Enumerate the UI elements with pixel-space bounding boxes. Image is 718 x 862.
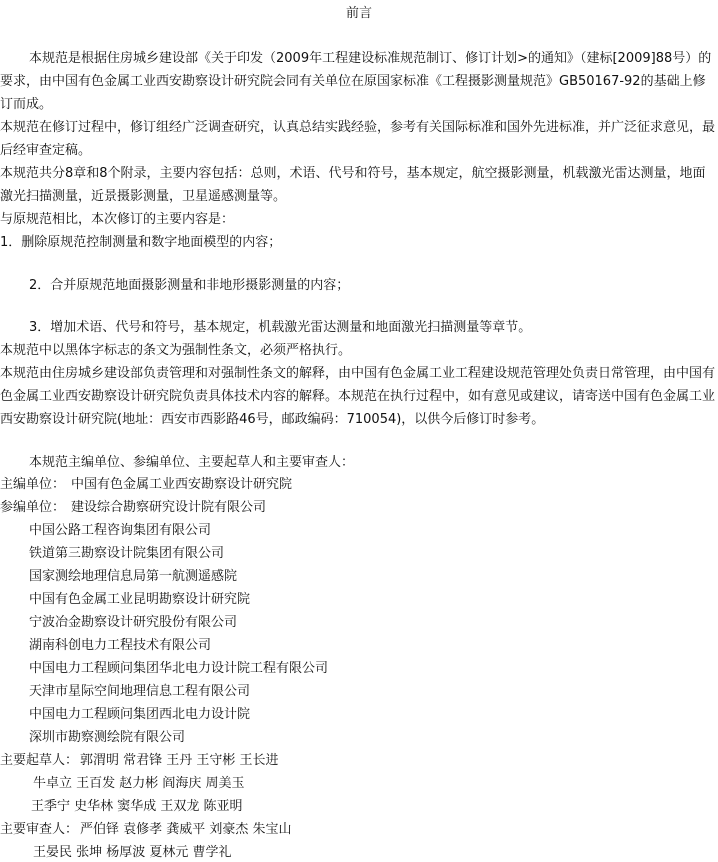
units-intro: 本规范主编单位、参编单位、主要起草人和主要审查人： <box>29 455 355 470</box>
reviewers-line <box>0 821 292 839</box>
participating-unit: 国家测绘地理信息局第一航测遥感院 <box>29 569 238 584</box>
intro-paragraph: 本规范是根据住房城乡建设部《关于印发（2009年工程建设标准规范制订、修订计划>的通知》（建标[2009]88号）的要求，由中国有色金属工业西安勘察设计研究院会同有关单位在原国家标准《工程摄影测量规范》GB50167-92的基础上修订而成。 <box>0 51 712 112</box>
participating-unit: 中国公路工程咨询集团有限公司 <box>29 523 212 538</box>
chief-unit-label: 主编单位： <box>0 477 66 492</box>
drafters-names: 牛卓立 王百发 赵力彬 阎海庆 周美玉 <box>33 776 245 791</box>
change-item-1: 1．删除原规范控制测量和数字地面模型的内容； <box>0 235 282 250</box>
change-item-3: 3．增加术语、代号和符号，基本规定，机载激光雷达测量和地面激光扫描测量等章节。 <box>29 320 532 335</box>
revision-process-paragraph: 本规范在修订过程中，修订组经广泛调查研究，认真总结实践经验，参考有关国际标准和国外先进标准，并广泛征求意见，最后经审查定稿。 <box>0 120 716 158</box>
participating-unit: 中国电力工程顾问集团西北电力设计院 <box>29 707 251 722</box>
participating-unit: 深圳市勘察测绘院有限公司 <box>29 730 186 745</box>
participating-unit-line <box>0 499 266 517</box>
participating-unit: 湖南科创电力工程技术有限公司 <box>29 638 212 653</box>
chief-unit-name: 中国有色金属工业西安勘察设计研究院 <box>71 477 293 492</box>
contents-summary-paragraph: 本规范共分8章和8个附录，主要内容包括：总则，术语、代号和符号，基本规定，航空摄影测量，机载激光雷达测量，地面激光扫描测量，近景摄影测量，卫星遥感测量等。 <box>0 166 706 204</box>
drafters-label: 主要起草人： <box>0 753 79 768</box>
drafters-names: 郭渭明 常君锋 王丹 王守彬 王长进 <box>80 753 279 768</box>
participating-unit: 建设综合勘察研究设计院有限公司 <box>71 500 267 515</box>
participating-unit: 中国电力工程顾问集团华北电力设计院工程有限公司 <box>29 661 329 676</box>
participating-unit: 天津市星际空间地理信息工程有限公司 <box>29 684 251 699</box>
drafters-line <box>0 752 279 770</box>
reviewers-names: 严伯铎 袁修孝 龚威平 刘豪杰 朱宝山 <box>80 822 292 837</box>
participating-unit: 宁波冶金勘察设计研究股份有限公司 <box>29 615 238 630</box>
page-title: 前言 <box>345 6 372 21</box>
participating-unit: 铁道第三勘察设计院集团有限公司 <box>29 546 225 561</box>
reviewers-label: 主要审查人： <box>0 822 79 837</box>
reviewers-names: 王晏民 张坤 杨厚波 夏林元 曹学礼 <box>33 845 232 860</box>
management-paragraph: 本规范由住房城乡建设部负责管理和对强制性条文的解释，由中国有色金属工业工程建设规范管理处负责日常管理，由中国有色金属工业西安勘察设计研究院负责具体技术内容的解释。本规范在执行过程中，如有意见或建议，请寄送中国有色金属工业西安勘察设计研究院(地址：西安市西影路46号，邮政编码：710054)，以供今后修订时参考。 <box>0 366 716 427</box>
changes-intro: 与原规范相比，本次修订的主要内容是： <box>0 212 235 227</box>
mandatory-note: 本规范中以黑体字标志的条文为强制性条文，必须严格执行。 <box>0 343 352 358</box>
chief-unit-line <box>0 476 292 494</box>
drafters-names: 王季宁 史华林 窦华成 王双龙 陈亚明 <box>31 799 243 814</box>
participating-label: 参编单位： <box>0 500 66 515</box>
participating-unit: 中国有色金属工业昆明勘察设计研究院 <box>29 592 251 607</box>
change-item-2: 2．合并原规范地面摄影测量和非地形摄影测量的内容； <box>29 278 350 293</box>
